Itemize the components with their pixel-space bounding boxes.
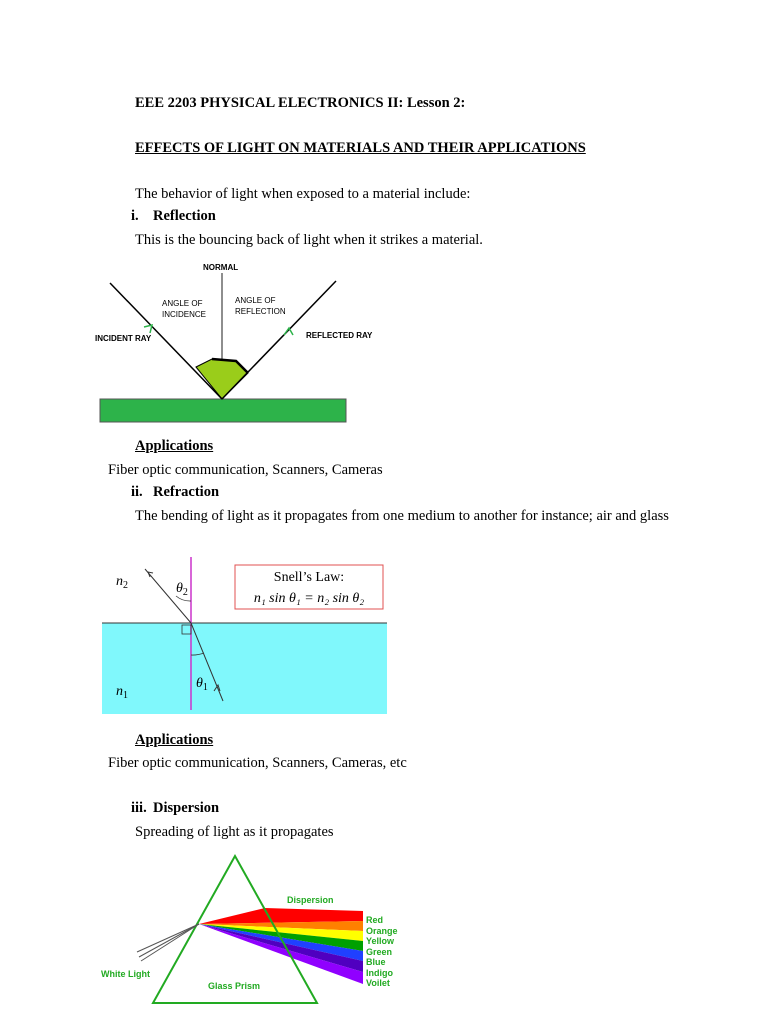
label-n1: $n_1$ [116,684,128,701]
lesson-title: EFFECTS OF LIGHT ON MATERIALS AND THEIR APPLICATIONS [135,140,586,156]
refraction-description: The bending of light as it propagates from one medium to another for instance; air and glass [135,508,669,524]
dispersion-diagram [95,850,415,1008]
white-light-beam [137,924,199,961]
label-angle-reflection-1: ANGLE OF [235,296,276,305]
snell-law-title: Snell’s Law: [273,570,345,585]
label-normal: NORMAL [203,263,239,272]
spectrum-label-orange: Orange [366,926,398,936]
section-heading-refraction: Refraction [153,484,220,500]
reflecting-surface [100,399,346,422]
course-title: EEE 2203 PHYSICAL ELECTRONICS II: Lesson 2: [135,95,466,111]
snell-law-equation: n₁ sin θ₁ = n₂ sin θ₂ [253,591,365,606]
spectrum-label-violet: Voilet [366,978,390,988]
spectrum-label-yellow: Yellow [366,936,395,946]
label-angle-incidence-2: INCIDENCE [162,310,207,319]
label-incident-ray: INCIDENT RAY [95,334,152,343]
reflection-description: This is the bouncing back of light when it strikes a material. [135,232,483,248]
section-heading-dispersion: Dispersion [153,800,220,816]
label-theta1: $\theta_1$ [196,676,208,693]
applications-reflection: Fiber optic communication, Scanners, Cameras [108,462,383,478]
refraction-diagram [100,555,390,717]
label-white-light: White Light [101,969,150,979]
dispersion-description: Spreading of light as it propagates [135,824,334,840]
label-angle-incidence-1: ANGLE OF [162,299,203,308]
spectrum-fan [199,908,363,984]
section-heading-reflection: Reflection [153,208,216,224]
applications-heading-refraction: Applications [135,732,214,748]
section-numeral-reflection: i. [131,208,139,224]
label-theta2: $\theta_2$ [176,581,188,598]
label-angle-reflection-2: REFLECTION [235,307,286,316]
label-dispersion: Dispersion [287,895,334,905]
intro-text: The behavior of light when exposed to a material include: [135,186,471,202]
applications-refraction: Fiber optic communication, Scanners, Cameras, etc [108,755,407,771]
spectrum-label-green: Green [366,947,393,957]
spectrum-label-red: Red [366,915,384,925]
label-n2: $n_2$ [116,574,128,591]
section-numeral-refraction: ii. [131,484,143,500]
applications-heading-reflection: Applications [135,438,214,454]
label-glass-prism: Glass Prism [208,981,261,991]
section-numeral-dispersion: iii. [131,800,147,816]
spectrum-label-blue: Blue [366,957,386,967]
medium-n1 [102,623,387,714]
spectrum-label-indigo: Indigo [366,968,393,978]
reflection-diagram [90,255,380,430]
label-reflected-ray: REFLECTED RAY [306,331,373,340]
